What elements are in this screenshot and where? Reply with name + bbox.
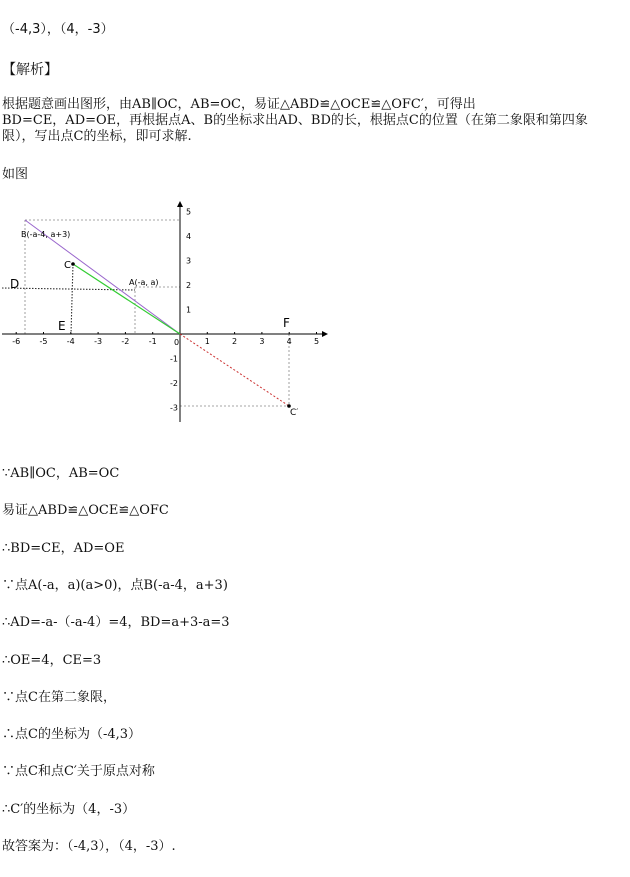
solution-step: ∵点C和点C′关于原点对称 <box>2 764 155 780</box>
x-tick-label: 4 <box>286 337 292 346</box>
dotted-d-line <box>2 288 135 290</box>
y-tick-label: 5 <box>186 207 192 217</box>
analysis-line-1: 根据题意画出图形，由AB∥OC，AB=OC，易证△ABD≌△OCE≌△OFC′，可得出 <box>2 97 476 112</box>
x-axis-arrow <box>322 331 328 337</box>
label-cprime: C′ <box>290 408 299 418</box>
solution-step: 易证△ABD≌△OCE≌△OFC <box>2 503 169 519</box>
analysis-heading: 【解析】 <box>2 62 58 78</box>
label-d: D <box>10 277 20 291</box>
y-tick-label: -2 <box>170 379 178 388</box>
x-tick-label: -3 <box>94 337 103 346</box>
segment-c-o <box>73 264 180 334</box>
x-tick-label: 3 <box>259 337 265 346</box>
y-tick-labels <box>170 208 191 413</box>
y-tick-label: 2 <box>186 281 192 290</box>
solution-step: ∴OE=4，CE=3 <box>2 652 102 668</box>
x-tick-label: -4 <box>66 337 75 346</box>
x-tick-label: -6 <box>12 337 21 346</box>
solution-step: 故答案为：（-4,3），（4，-3）. <box>2 839 176 854</box>
label-f: F <box>283 316 290 330</box>
solution-step: ∴BD=CE，AD=OE <box>2 540 125 556</box>
label-a: A(-a, a) <box>129 278 159 287</box>
as-shown-label: 如图 <box>2 167 29 182</box>
solution-step: ∴C′的坐标为（4，-3） <box>2 801 136 817</box>
solution-step: ∴AD=-a-（-a-4）=4，BD=a+3-a=3 <box>2 615 230 631</box>
x-tick-label: -2 <box>121 337 130 346</box>
label-b: B(-a-4, a+3) <box>21 230 71 239</box>
analysis-line-2: BD=CE，AD=OE，再根据点A、B的坐标求出AD、BD的长，根据点C的位置（在第二象限和第四象 <box>2 113 588 128</box>
y-tick-label: 4 <box>186 232 192 241</box>
x-tick-label: 5 <box>313 337 320 346</box>
x-tick-label: -5 <box>39 337 48 346</box>
analysis-line-3: 限），写出点C的坐标，即可求解. <box>2 129 192 144</box>
label-e: E <box>58 319 66 333</box>
solution-step: ∵点C在第二象限， <box>2 689 116 705</box>
answer-line: （-4,3），（4，-3） <box>2 22 114 37</box>
helper-dashed-lines <box>25 220 289 406</box>
dotted-lines <box>2 264 135 334</box>
label-origin: 0 <box>174 338 180 347</box>
y-tick-label: -1 <box>170 354 178 364</box>
y-tick-label: 1 <box>186 305 192 315</box>
y-tick-label: 3 <box>186 256 192 266</box>
solution-step: ∵AB∥OC，AB=OC <box>2 466 120 481</box>
solution-step: ∴点C的坐标为（-4,3） <box>2 727 142 743</box>
x-tick-label: 2 <box>232 337 238 346</box>
point-c <box>71 262 75 266</box>
y-axis-arrow <box>177 201 183 207</box>
solution-step: ∵点A(-a，a)(a>0)，点B(-a-4，a+3) <box>2 577 228 593</box>
x-tick-label: 1 <box>204 337 210 346</box>
coordinate-figure <box>0 197 340 427</box>
analysis-paragraph <box>2 97 622 145</box>
x-tick-label: -1 <box>148 337 157 346</box>
y-tick-label: -3 <box>170 403 178 413</box>
label-c: C <box>64 260 71 271</box>
dotted-ce-line <box>71 264 73 334</box>
